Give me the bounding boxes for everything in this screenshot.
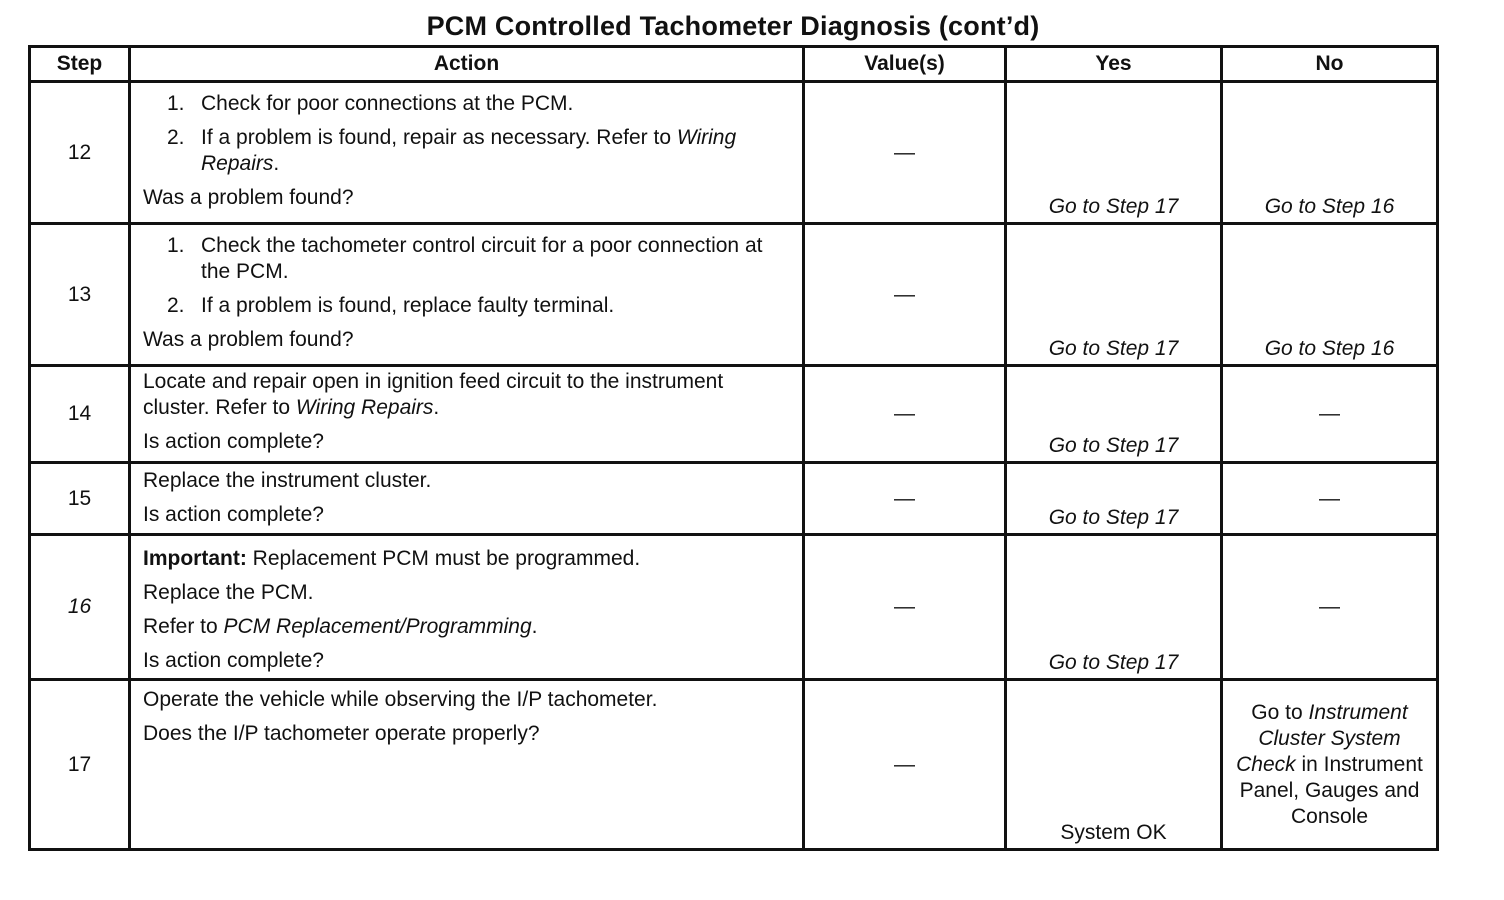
list-item (167, 233, 792, 285)
action-cell (130, 535, 804, 680)
wiring-repairs-reference: Wiring Repairs (201, 126, 737, 175)
yes-cell: Go to Step 17 (1006, 535, 1222, 680)
item-text: If a problem is found, repair as necessary. Refer to Wiring Repairs. (201, 126, 737, 175)
no-cell: — (1222, 366, 1438, 463)
action-text: Operate the vehicle while observing the I/P tachometer. (143, 688, 658, 711)
header-yes: Yes (1006, 47, 1222, 82)
value-cell: — (804, 224, 1006, 366)
important-label: Important: (143, 547, 247, 570)
step-number: 16 (30, 535, 130, 680)
item-number: 2. (167, 294, 185, 317)
table-row (30, 224, 1438, 366)
yes-cell: Go to Step 17 (1006, 82, 1222, 224)
item-number: 1. (167, 92, 185, 115)
header-no: No (1222, 47, 1438, 82)
instrument-cluster-check-reference: Instrument Cluster System Check (1236, 700, 1408, 776)
pcm-programming-reference: PCM Replacement/Programming (223, 615, 532, 638)
list-item (167, 125, 792, 177)
action-cell (130, 463, 804, 535)
action-text: Refer to PCM Replacement/Programming. (143, 615, 538, 638)
step-number: 17 (30, 680, 130, 850)
no-cell: Go to Step 16 (1222, 82, 1438, 224)
action-text: Replace the instrument cluster. (143, 469, 432, 492)
item-number: 1. (167, 234, 185, 257)
list-item (167, 91, 792, 117)
list-item (167, 293, 792, 319)
value-cell: — (804, 82, 1006, 224)
action-cell (130, 366, 804, 463)
step-number: 14 (30, 366, 130, 463)
no-cell: Go to Instrument Cluster System Check in Instrument Panel, Gauges and Console (1222, 680, 1438, 850)
question-text: Was a problem found? (143, 186, 354, 209)
question-text: Does the I/P tachometer operate properly? (143, 722, 540, 745)
wiring-repairs-reference: Wiring Repairs (295, 396, 434, 419)
question-text: Is action complete? (143, 430, 324, 453)
item-number: 2. (167, 126, 185, 149)
table-row (30, 463, 1438, 535)
diagnosis-table (28, 45, 1439, 851)
question-text: Is action complete? (143, 649, 324, 672)
item-text: If a problem is found, replace faulty terminal. (201, 294, 615, 317)
yes-cell: Go to Step 17 (1006, 224, 1222, 366)
yes-cell: System OK (1006, 680, 1222, 850)
step-number: 15 (30, 463, 130, 535)
question-text: Is action complete? (143, 503, 324, 526)
yes-cell: Go to Step 17 (1006, 366, 1222, 463)
important-note: Important: Replacement PCM must be programmed. (143, 547, 641, 570)
no-cell: — (1222, 463, 1438, 535)
table-row (30, 680, 1438, 850)
table-row (30, 535, 1438, 680)
table-header-row (30, 47, 1438, 82)
question-text: Was a problem found? (143, 328, 354, 351)
action-cell (130, 82, 804, 224)
header-step: Step (30, 47, 130, 82)
no-cell: — (1222, 535, 1438, 680)
value-cell: — (804, 366, 1006, 463)
action-cell (130, 224, 804, 366)
value-cell: — (804, 535, 1006, 680)
action-text: Replace the PCM. (143, 581, 314, 604)
no-cell: Go to Step 16 (1222, 224, 1438, 366)
header-values: Value(s) (804, 47, 1006, 82)
step-number: 12 (30, 82, 130, 224)
step-number: 13 (30, 224, 130, 366)
item-text: Check for poor connections at the PCM. (201, 92, 574, 115)
header-action: Action (130, 47, 804, 82)
table-row (30, 366, 1438, 463)
value-cell: — (804, 680, 1006, 850)
yes-cell: Go to Step 17 (1006, 463, 1222, 535)
item-text: Check the tachometer control circuit for a poor connection at the PCM. (201, 234, 763, 283)
table-row (30, 82, 1438, 224)
value-cell: — (804, 463, 1006, 535)
page-title: PCM Controlled Tachometer Diagnosis (cont’d) (426, 11, 1040, 41)
action-text: Locate and repair open in ignition feed circuit to the instrument cluster. Refer to Wiring Repairs. (143, 370, 724, 419)
action-cell (130, 680, 804, 850)
